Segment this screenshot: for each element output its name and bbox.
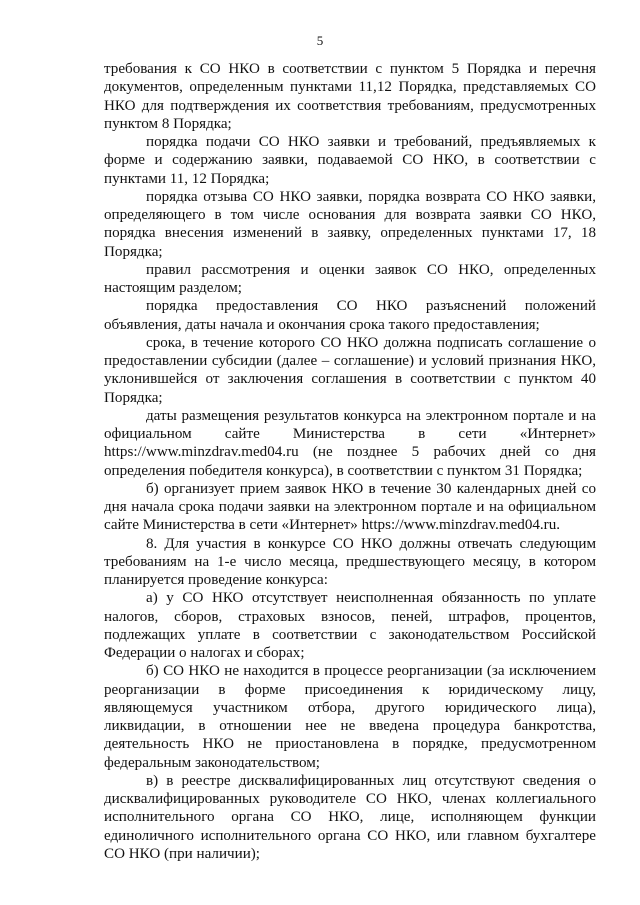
paragraph-requirements-documents: требования к СО НКО в соответствии с пунктом 5 Порядка и перечня документов, определенным пунктами 11,12 Порядка, представляемых СО НКО для подтверждения их соответствия требованиям, предусмотренных пунктом 8 Порядка; bbox=[104, 61, 596, 132]
document-body bbox=[104, 60, 596, 863]
paragraph-clarifications: порядка предоставления СО НКО разъяснений положений объявления, даты начала и окончания срока такого предоставления; bbox=[104, 298, 596, 333]
paragraph-results-publication: даты размещения результатов конкурса на электронном портале и на официальном сайте Министерства в сети «Интернет» https://www.minzdrav.med04.ru (не позднее 5 рабочих дней со дня определения победителя конкурса), в соответствии с пунктом 31 Порядка; bbox=[104, 407, 596, 479]
paragraph-requirement-c: в) в реестре дисквалифицированных лиц отсутствуют сведения о дисквалифицированных руководителе СО НКО, членах коллегиального исполнительного органа СО НКО, лице, исполняющем функции единоличного исполнительного органа СО НКО, или главном бухгалтере СО НКО (при наличии); bbox=[104, 772, 596, 862]
paragraph-requirement-a: а) у СО НКО отсутствует неисполненная обязанность по уплате налогов, сборов, страховых взносов, пеней, штрафов, процентов, подлежащих уплате в соответствии с законодательством Российской Федерации о налогах и сборах; bbox=[104, 590, 596, 661]
paragraph-evaluation-rules: правил рассмотрения и оценки заявок СО НКО, определенных настоящим разделом; bbox=[104, 261, 596, 296]
paragraph-section-8-intro: 8. Для участия в конкурсе СО НКО должны отвечать следующим требованиям на 1-е число месяца, предшествующего месяцу, в котором планируется проведение конкурса: bbox=[104, 535, 596, 588]
paragraph-agreement-deadline: срока, в течение которого СО НКО должна подписать соглашение о предоставлении субсидии (далее – соглашение) и условий признания НКО, уклонившейся от заключения соглашения в соответствии с пунктом 40 Порядка; bbox=[104, 334, 596, 406]
paragraph-application-intake: б) организует прием заявок НКО в течение 30 календарных дней со дня начала срока подачи заявки на электронном портале и на официальном сайте Министерства в сети «Интернет» https://www.minzdrav.med04.ru. bbox=[104, 480, 596, 534]
paragraph-withdrawal-procedure: порядка отзыва СО НКО заявки, порядка возврата СО НКО заявки, определяющего в том числе основания для возврата заявки СО НКО, порядка внесения изменений в заявку, определенных пунктами 17, 18 Порядка; bbox=[104, 188, 596, 260]
page-number: 5 bbox=[316, 33, 324, 48]
paragraph-requirement-b: б) СО НКО не находится в процессе реорганизации (за исключением реорганизации в форме присоединения к юридическому лицу, являющемуся участником отбора, другого юридического лица), ликвидации, в отношении нее не введена процедура банкротства, деятельность НКО не приостановлена в порядке, предусмотренном федеральным законодательством; bbox=[104, 663, 596, 771]
paragraph-application-procedure: порядка подачи СО НКО заявки и требований, предъявляемых к форме и содержанию заявки, подаваемой СО НКО, в соответствии с пунктами 11, 12 Порядка; bbox=[104, 134, 596, 187]
